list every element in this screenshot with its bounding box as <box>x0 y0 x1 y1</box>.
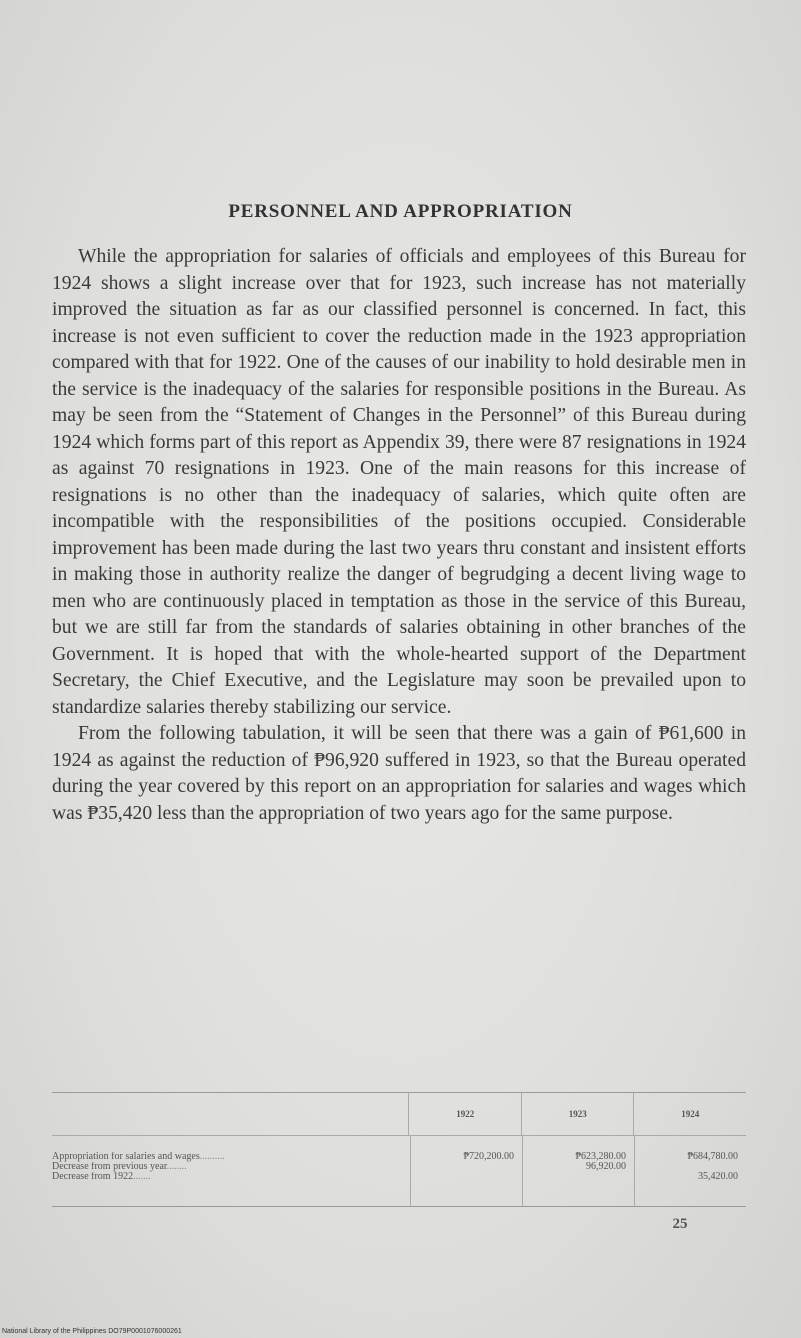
cell-1922-appropriation: ₱720,200.00 <box>463 1152 514 1162</box>
scan-footer: National Library of the Philippines DO79P0001076000261 <box>2 1328 182 1335</box>
table-column-1924 <box>634 1136 746 1206</box>
row-label-decrease-1922: Decrease from 1922....... <box>52 1172 151 1182</box>
page-number: 25 <box>672 1216 688 1232</box>
table-header-row <box>52 1093 746 1136</box>
table-header-1924: 1924 <box>633 1093 746 1135</box>
table-header-1922: 1922 <box>408 1093 521 1135</box>
table-header-label-cell <box>52 1093 408 1135</box>
paragraph-1: While the appropriation for salaries of officials and employees of this Bureau for 1924 shows a slight increase over that for 1923, such increase has not materially improved the situation as far as our classified personnel is concerned. In fact, this increase is not even sufficient to cover the reduction made in the 1923 appropriation compared with that for 1922. One of the causes of our inability to hold desirable men in the service is the inadequacy of the salaries for responsible positions in the Bureau. As may be seen from the “Statement of Changes in the Personnel” of this Bureau during 1924 which forms part of this report as Appendix 39, there were 87 resignations in 1924 as against 70 resignations in 1923. One of the main reasons for this increase of resignations is no other than the inadequacy of salaries, which quite often are incompatible with the responsibilities of the positions occupied. Considerable improvement has been made during the last two years thru constant and insistent efforts in making those in authority realize the danger of begrudging a decent living wage to men who are continuously placed in temptation as those in the service of this Bureau, but we are still far from the standards of salaries obtaining in other branches of the Government. It is hoped that with the whole-hearted support of the Department Secretary, the Chief Executive, and the Legislature may soon be prevailed upon to standardize salaries thereby stabilizing our service. <box>52 246 746 718</box>
appropriation-table <box>52 1092 746 1207</box>
cell-1923-decrease-1922 <box>523 1172 626 1182</box>
table-label-column <box>52 1136 410 1206</box>
row-label-appropriation: Appropriation for salaries and wages.......... <box>52 1152 225 1162</box>
paragraph-2: From the following tabulation, it will be seen that there was a gain of ₱61,600 in 1924 as against the reduction of ₱96,920 suffered in 1923, so that the Bureau operated during the year covered by this report on an appropriation for salaries and wages which was ₱35,420 less than the appropriation of two years ago for the same purpose. <box>52 723 746 824</box>
cell-1922-decrease-previous <box>411 1162 514 1172</box>
cell-1923-decrease-previous: 96,920.00 <box>586 1162 626 1172</box>
table-column-1922 <box>410 1136 522 1206</box>
table-column-1923 <box>522 1136 634 1206</box>
table-body <box>52 1136 746 1206</box>
cell-1922-decrease-1922 <box>411 1172 514 1182</box>
cell-1924-decrease-1922: 35,420.00 <box>698 1172 738 1182</box>
row-label-decrease-previous: Decrease from previous year........ <box>52 1162 187 1172</box>
section-heading: PERSONNEL AND APPROPRIATION <box>228 201 573 222</box>
table-header-1923: 1923 <box>521 1093 634 1135</box>
cell-1924-decrease-previous <box>635 1162 738 1172</box>
body-text <box>52 244 746 827</box>
cell-1924-appropriation: ₱684,780.00 <box>687 1152 738 1162</box>
cell-1923-appropriation: ₱623,280.00 <box>575 1152 626 1162</box>
